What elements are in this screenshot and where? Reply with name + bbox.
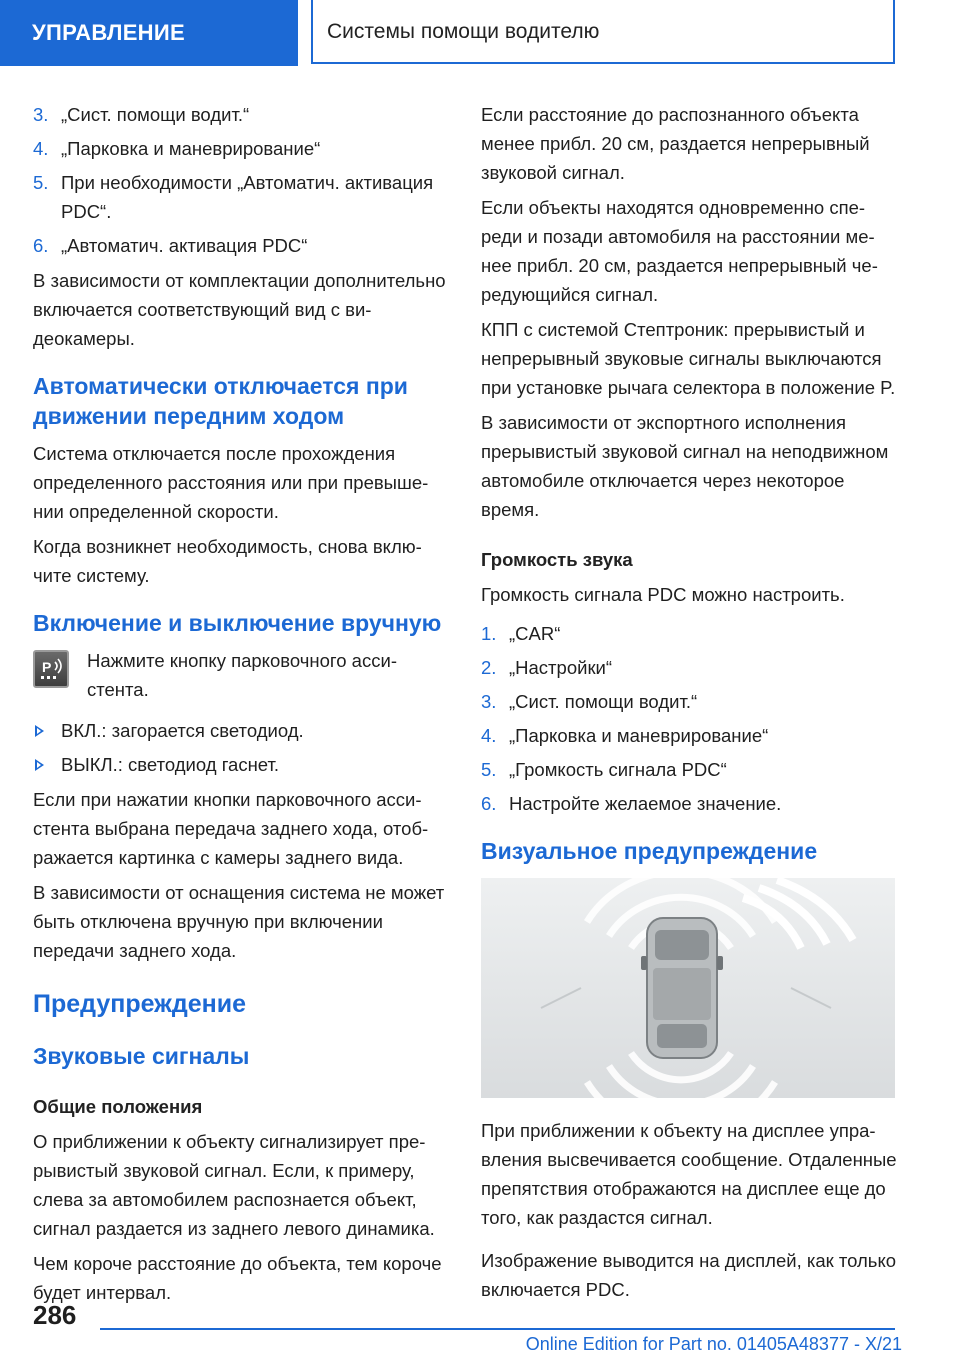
chapter-title: Системы помощи водителю [311,0,895,64]
section-tab: УПРАВЛЕНИЕ [0,0,298,66]
bullet-text: ВКЛ.: загорается светодиод. [61,720,304,741]
step-text: Настройте желаемое значение. [509,793,782,814]
step-number: 2. [481,657,497,678]
page-header [0,0,960,66]
heading-sound-signals: Звуковые сигналы [33,1043,250,1069]
step-number: 3. [481,691,497,712]
step-number: 5. [481,759,497,780]
list-item [33,231,451,260]
triangle-bullet-icon [35,759,44,771]
pdc-display-figure [481,878,895,1098]
list-item [481,721,899,750]
edition-note: Online Edition for Part no. 01405A48377 - X/21 [525,1334,902,1354]
list-item [33,168,451,226]
step-text: При необходимости „Автоматич. активация PDC“. [61,172,434,222]
parking-assistant-symbol-icon [35,652,67,686]
triangle-bullet-icon [35,725,44,737]
step-number: 4. [481,725,497,746]
paragraph: В зависимости от комплектации дополнительно включается соответствующий вид с видеокамеры. [33,270,446,349]
led-status-list [33,716,451,779]
heading-general: Общие положения [33,1096,203,1117]
paragraph: При приближении к объекту на дисплее управления высвечивается сообщение. Отдаленные препятствия отображаются на дисплее еще до того, как раздастся сигнал. [481,1120,897,1228]
step-number: 1. [481,623,497,644]
step-number: 6. [481,793,497,814]
footer-divider [100,1328,895,1330]
paragraph: Если объекты находятся одновременно спереди и позади автомобиля на расстоянии менее прибл. 20 см, раздается непрерывный чередующийся сигнал. [481,197,878,305]
bullet-text: ВЫКЛ.: светодиод гаснет. [61,754,280,775]
steps-list-2 [481,619,899,818]
parking-assistant-button-icon [33,650,69,688]
paragraph: В зависимости от оснащения система не может быть отключена вручную при включении передачи заднего хода. [33,882,445,961]
step-text: „Парковка и маневрирование“ [509,725,769,746]
left-column [33,100,451,1313]
paragraph: КПП с системой Стептроник: прерывистый и непрерывный звуковые сигналы выключаются при установке рычага селектора в положение P. [481,319,896,398]
step-text: „Сист. помощи водит.“ [509,691,698,712]
paragraph: Чем короче расстояние до объекта, тем короче будет интервал. [33,1253,442,1303]
paragraph: Когда возникнет необходимость, снова включите систему. [33,536,422,586]
paragraph: В зависимости от экспортного исполнения прерывистый звуковой сигнал на неподвижном автомобиле отключается через некоторое время. [481,412,889,520]
paragraph: Громкость сигнала PDC можно настроить. [481,584,845,605]
heading-volume: Громкость звука [481,549,633,570]
list-item [33,134,451,163]
list-item [481,789,899,818]
step-text: „Громкость сигнала PDC“ [509,759,727,780]
button-instruction [33,646,451,704]
step-text: „Автоматич. активация PDC“ [61,235,308,256]
steps-list-1 [33,100,451,260]
step-number: 4. [33,138,49,159]
car-top-view-illustration [481,878,895,1098]
list-item [481,619,899,648]
paragraph: Если при нажатии кнопки парковочного ассистента выбрана передача заднего хода, отображается картинка с камеры заднего вида. [33,789,429,868]
list-item [481,687,899,716]
page-footer [0,1290,960,1362]
list-item [33,750,451,779]
step-number: 5. [33,172,49,193]
svg-text:P: P [42,659,52,675]
button-instruction-text: Нажмите кнопку парковочного ассистента. [87,650,397,700]
paragraph: Если расстояние до распознанного объекта менее прибл. 20 см, раздается непрерывный звуковой сигнал. [481,104,870,183]
paragraph: О приближении к объекту сигнализирует прерывистый звуковой сигнал. Если, к примеру, слева за автомобилем распознается объект, сигнал раздается из заднего левого динамика. [33,1131,435,1239]
step-number: 3. [33,104,49,125]
step-text: „Парковка и маневрирование“ [61,138,321,159]
paragraph: Система отключается после прохождения определенного расстояния или при превышении определенной скорости. [33,443,429,522]
step-text: „Настройки“ [509,657,613,678]
list-item [33,716,451,745]
step-text: „Сист. помощи водит.“ [61,104,250,125]
list-item [33,100,451,129]
heading-auto-off: Автоматически отключается при движении передним ходом [33,373,408,429]
heading-warning: Предупреждение [33,990,247,1018]
list-item [481,755,899,784]
heading-manual: Включение и выключение вручную [33,610,442,636]
page-number: 286 [33,1300,77,1330]
step-number: 6. [33,235,49,256]
list-item [481,653,899,682]
paragraph: Изображение выводится на дисплей, как только включается PDC. [481,1250,897,1300]
step-text: „CAR“ [509,623,561,644]
heading-visual-warning: Визуальное предупреждение [481,838,818,864]
right-column [481,100,899,1310]
